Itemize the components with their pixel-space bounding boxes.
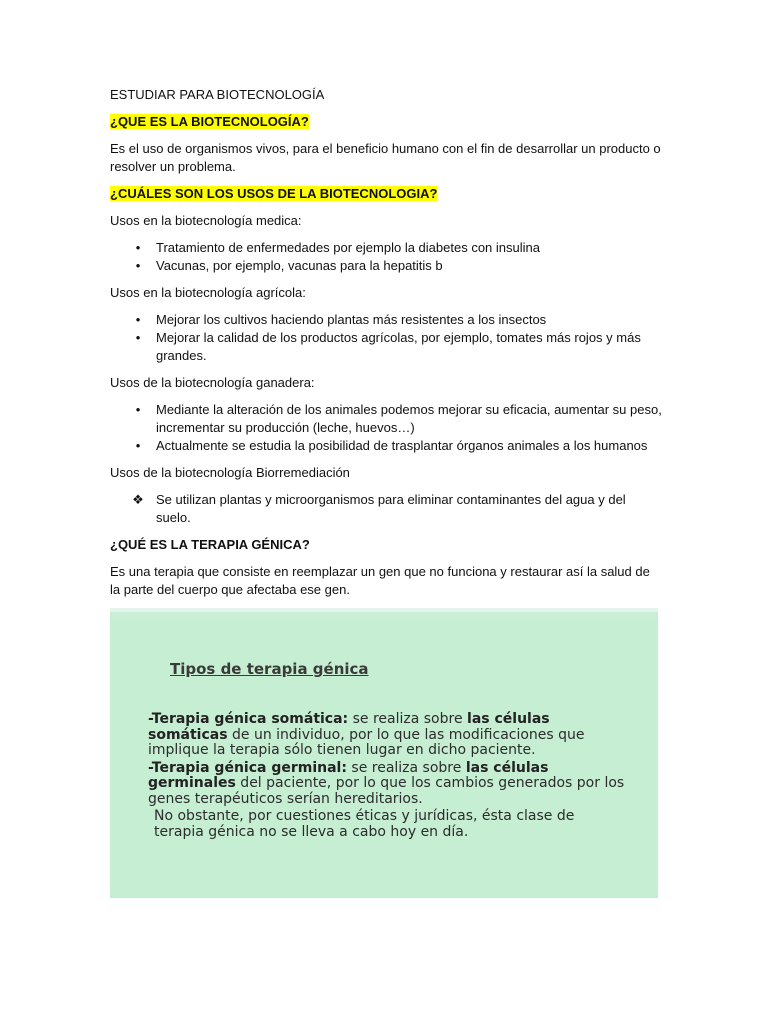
bullet-list — [110, 491, 662, 527]
germinal-therapy-block — [148, 761, 628, 808]
list-item-text: Vacunas, por ejemplo, vacunas para la hepatitis b — [156, 258, 443, 273]
list-item-text: Mejorar los cultivos haciendo plantas más resistentes a los insectos — [156, 312, 547, 327]
question-heading-3: ¿QUÉ ES LA TERAPIA GÉNICA? — [110, 537, 310, 552]
document-title: ESTUDIAR PARA BIOTECNOLOGÍA — [110, 87, 325, 102]
highlighted-question-1: ¿QUE ES LA BIOTECNOLOGÍA? — [110, 114, 309, 129]
list-item — [110, 257, 662, 275]
answer-paragraph-1: Es el uso de organismos vivos, para el beneficio humano con el fin de desarrollar un producto o resolver un problema. — [110, 141, 661, 174]
slide-title: Tipos de terapia génica — [170, 660, 369, 678]
slide-text: de un individuo, por lo que las modificaciones que implique la terapia sólo tienen lugar en dicho paciente. — [148, 726, 585, 758]
uses-section-livestock — [110, 374, 662, 455]
list-item-text: Mediante la alteración de los animales podemos mejorar su eficacia, aumentar su peso, incrementar su producción (leche, huevos…) — [156, 402, 662, 435]
slide-text: se realiza sobre — [348, 711, 468, 727]
slide-background — [110, 620, 658, 898]
bullet-list — [110, 401, 662, 455]
uses-section-bioremediation — [110, 464, 662, 527]
question-heading-2 — [110, 185, 662, 203]
list-item-text: Tratamiento de enfermedades por ejemplo la diabetes con insulina — [156, 240, 540, 255]
list-item-text: Actualmente se estudia la posibilidad de trasplantar órganos animales a los humanos — [156, 438, 648, 453]
list-item — [110, 401, 662, 437]
section-heading: Usos de la biotecnología ganadera: — [110, 375, 315, 390]
list-item-text: Mejorar la calidad de los productos agrícolas, por ejemplo, tomates más rojos y más grandes. — [156, 330, 641, 363]
list-item-text: Se utilizan plantas y microorganismos para eliminar contaminantes del agua y del suelo. — [156, 492, 626, 525]
slide-body — [148, 712, 628, 842]
document-body — [110, 86, 662, 608]
bullet-icon: • — [135, 402, 141, 417]
uses-section-agricultural — [110, 284, 662, 365]
bullet-list — [110, 239, 662, 275]
section-heading: Usos en la biotecnología medica: — [110, 213, 302, 228]
answer-paragraph-3: Es una terapia que consiste en reemplazar un gen que no funciona y restaurar así la salud de la parte del cuerpo que afectaba ese gen. — [110, 564, 650, 597]
slide-text: se realiza sobre — [346, 759, 466, 776]
diamond-bullet-icon: ❖ — [132, 492, 144, 507]
uses-section-medical — [110, 212, 662, 275]
gene-therapy-slide-image — [110, 608, 658, 898]
bullet-list — [110, 311, 662, 365]
bullet-icon: • — [135, 240, 141, 255]
germinal-bold-text: las células germinales — [148, 759, 549, 791]
bullet-icon: • — [135, 438, 141, 453]
list-item — [110, 491, 662, 527]
germinal-label: -Terapia génica germinal: — [148, 759, 347, 776]
list-item — [110, 311, 662, 329]
slide-note: No obstante, por cuestiones éticas y jurídicas, ésta clase de terapia génica no se lleva a cabo hoy en día. — [154, 808, 575, 840]
somatic-bold-text: las células somáticas — [148, 711, 550, 743]
bullet-icon: • — [135, 312, 141, 327]
list-item — [110, 437, 662, 455]
somatic-label: -Terapia génica somática: — [148, 711, 349, 727]
slide-text: del paciente, por lo que los cambios generados por los genes terapéuticos serían hereditarios. — [148, 775, 625, 807]
bullet-icon: • — [135, 258, 141, 273]
question-heading-1 — [110, 113, 662, 131]
bullet-icon: • — [135, 330, 141, 345]
section-heading: Usos de la biotecnología Biorremediación — [110, 465, 350, 480]
highlighted-question-2: ¿CUÁLES SON LOS USOS DE LA BIOTECNOLOGIA? — [110, 186, 438, 201]
somatic-therapy-block — [148, 712, 628, 759]
list-item — [110, 239, 662, 257]
section-heading: Usos en la biotecnología agrícola: — [110, 285, 306, 300]
list-item — [110, 329, 662, 365]
